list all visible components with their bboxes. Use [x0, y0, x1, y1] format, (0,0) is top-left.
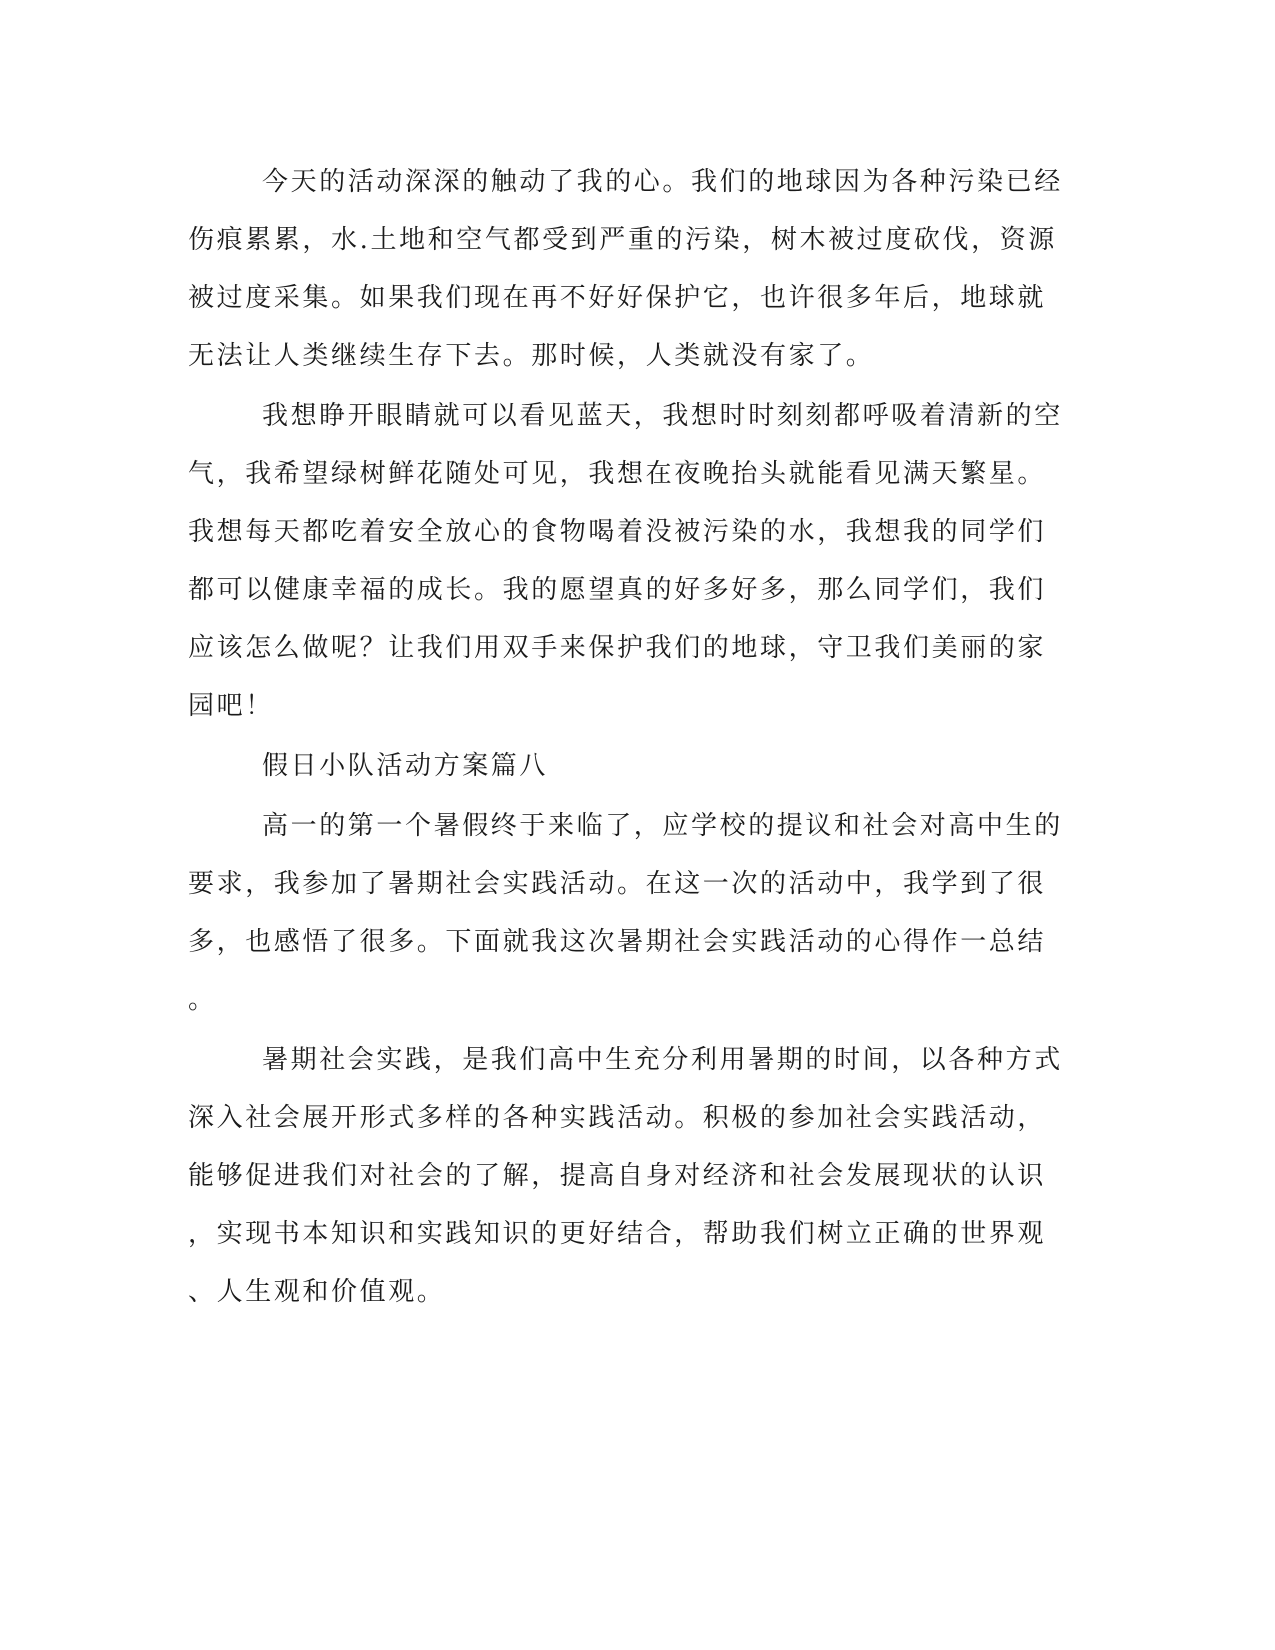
- paragraph-2-line-6: 园吧！: [188, 691, 274, 721]
- paragraph-1-line-4: 无法让人类继续生存下去。那时候，人类就没有家了。: [188, 341, 875, 371]
- paragraph-3-line-4: 。: [188, 985, 217, 1015]
- paragraph-2-line-5: 应该怎么做呢？让我们用双手来保护我们的地球，守卫我们美丽的家: [188, 633, 1047, 663]
- paragraph-3-line-2: 要求，我参加了暑期社会实践活动。在这一次的活动中，我学到了很: [188, 869, 1047, 899]
- paragraph-4-line-4: ，实现书本知识和实践知识的更好结合，帮助我们树立正确的世界观: [188, 1219, 1047, 1249]
- paragraph-1-line-3: 被过度采集。如果我们现在再不好好保护它，也许很多年后，地球就: [188, 283, 1047, 313]
- paragraph-2-line-1: 我想睁开眼睛就可以看见蓝天，我想时时刻刻都呼吸着清新的空: [262, 401, 1063, 431]
- paragraph-4-line-5: 、人生观和价值观。: [188, 1277, 446, 1307]
- paragraph-3-line-1: 高一的第一个暑假终于来临了，应学校的提议和社会对高中生的: [262, 811, 1063, 841]
- paragraph-4-line-3: 能够促进我们对社会的了解，提高自身对经济和社会发展现状的认识: [188, 1161, 1047, 1191]
- paragraph-2-line-2: 气，我希望绿树鲜花随处可见，我想在夜晚抬头就能看见满天繁星。: [188, 459, 1047, 489]
- paragraph-2-line-3: 我想每天都吃着安全放心的食物喝着没被污染的水，我想我的同学们: [188, 517, 1047, 547]
- paragraph-4-line-2: 深入社会展开形式多样的各种实践活动。积极的参加社会实践活动，: [188, 1103, 1047, 1133]
- paragraph-1-line-2: 伤痕累累，水.土地和空气都受到严重的污染，树木被过度砍伐，资源: [188, 225, 1057, 255]
- paragraph-1-line-1: 今天的活动深深的触动了我的心。我们的地球因为各种污染已经: [262, 167, 1063, 197]
- section-heading: 假日小队活动方案篇八: [262, 751, 549, 781]
- paragraph-4-line-1: 暑期社会实践，是我们高中生充分利用暑期的时间，以各种方式: [262, 1045, 1063, 1075]
- paragraph-2-line-4: 都可以健康幸福的成长。我的愿望真的好多好多，那么同学们，我们: [188, 575, 1047, 605]
- paragraph-3-line-3: 多，也感悟了很多。下面就我这次暑期社会实践活动的心得作一总结: [188, 927, 1047, 957]
